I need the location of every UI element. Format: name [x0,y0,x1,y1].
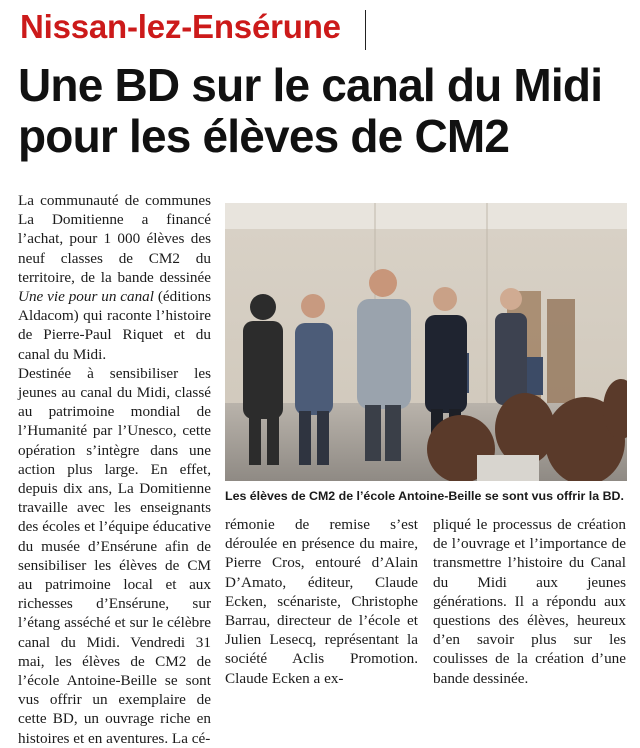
headline-line-1: Une BD sur le canal du Midi [18,59,603,111]
paragraph-4: pliqué le processus de création de l’ouvrage et l’importance de transmettre l’histoire du Canal du Midi aux jeunes générations. Il a répondu aux questions des élèves, heureux d’en savoir plus sur les coulisses de la création d’une bande dessinée. [433,516,626,687]
photo-illustration [225,203,627,481]
paragraph-1 [18,191,211,364]
article-column-3 [433,515,626,688]
article-column-2 [225,515,418,688]
article-photo [225,203,627,481]
section-kicker: Nissan-lez-Ensérune [20,8,341,45]
paragraph-1-end: (éditions Aldacom) qui raconte l’histoire de Pierre-Paul Riquet et du canal du Midi. [18,288,211,363]
paragraph-3: rémonie de remise s’est déroulée en présence du maire, Pierre Cros, entouré d’Alain D’Amato, éditeur, Claude Ecken, scénariste, Christophe Barrau, directeur de l’école et Julien Lesecq, représentant la société Aclis Promotion. Claude Ecken a ex- [225,516,418,687]
paragraph-2: Destinée à sensibiliser les jeunes au canal du Midi, classé au patrimoine mondial de l’Humanité par l’Unesco, cette opération s’intègre dans une action plus large. En effet, depuis dix ans, La Domitienne travaille avec les enseignants des écoles et l’équipe éducative du musée d’Ensérune afin de sensibiliser les élèves de CM au patrimoine local et aux richesses d’Ensérune, sur l’étang asséché et sur le célèbre canal du Midi. Vendredi 31 mai, les élèves de CM2 de l’école Antoine-Beille se sont vus offrir un exemplaire de cette BD, un ouvrage riche en histoires et en aventures. La cé- [18,364,211,747]
paragraph-1-start: La communauté de communes La Domitienne a financé l’achat, pour 1 000 élèves des neuf classes de CM2 du territoire, de la bande dessinée [18,192,211,286]
text-cursor [365,10,366,50]
photo-caption: Les élèves de CM2 de l’école Antoine-Beille se sont vus offrir la BD. [225,489,624,503]
book-title: Une vie pour un canal [18,288,154,306]
headline [18,60,633,162]
article-column-1 [18,191,211,748]
headline-line-2: pour les élèves de CM2 [18,110,510,162]
